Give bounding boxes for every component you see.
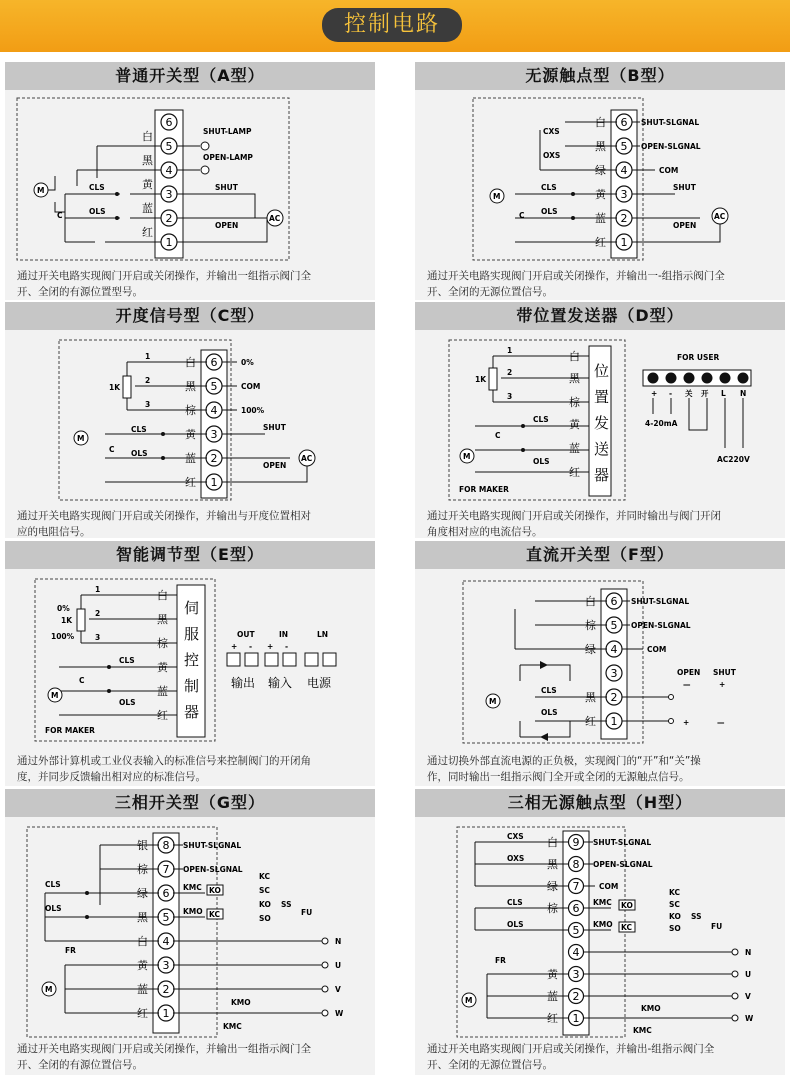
svg-text:CLS: CLS: [541, 183, 557, 192]
svg-text:IN: IN: [279, 630, 289, 639]
svg-text:KMO: KMO: [593, 920, 613, 929]
svg-text:1: 1: [507, 346, 513, 355]
panel-c: [5, 302, 375, 538]
svg-text:棕: 棕: [547, 902, 558, 915]
svg-text:+: +: [719, 680, 726, 689]
svg-text:KMC: KMC: [593, 898, 612, 907]
svg-text:LN: LN: [317, 630, 329, 639]
svg-text:蓝: 蓝: [157, 685, 168, 698]
svg-text:5: 5: [572, 924, 580, 937]
svg-text:红: 红: [569, 466, 580, 479]
svg-text:OXS: OXS: [507, 854, 525, 863]
svg-text:COM: COM: [599, 882, 619, 891]
svg-text:送: 送: [594, 440, 610, 458]
svg-text:1: 1: [572, 1012, 580, 1025]
svg-text:5: 5: [162, 911, 170, 924]
svg-text:U: U: [335, 961, 342, 970]
svg-text:2: 2: [507, 368, 513, 377]
svg-text:—: —: [717, 718, 725, 727]
panel-f-title: 直流开关型（F型）: [415, 541, 785, 569]
svg-text:6: 6: [162, 887, 170, 900]
svg-text:白: 白: [547, 836, 558, 849]
svg-text:OLS: OLS: [541, 708, 558, 717]
svg-text:C: C: [495, 431, 501, 440]
panel-d: [415, 302, 785, 538]
panel-g: [5, 789, 375, 1075]
svg-text:FOR USER: FOR USER: [677, 353, 720, 362]
svg-text:蓝: 蓝: [595, 212, 606, 225]
svg-text:黑: 黑: [185, 380, 196, 393]
panel-e: [5, 541, 375, 786]
svg-text:绿: 绿: [595, 164, 606, 177]
svg-text:置: 置: [594, 388, 610, 406]
panel-b-title: 无源触点型（B型）: [415, 62, 785, 90]
svg-text:2: 2: [572, 990, 580, 1003]
svg-text:8: 8: [162, 839, 170, 852]
svg-text:4: 4: [610, 643, 618, 656]
svg-text:OPEN-SLGNAL: OPEN-SLGNAL: [631, 621, 691, 630]
panel-c-diagram: [5, 330, 375, 505]
svg-text:CLS: CLS: [541, 686, 557, 695]
svg-text:红: 红: [157, 709, 168, 722]
svg-text:银: 银: [137, 839, 148, 852]
svg-text:2: 2: [610, 691, 618, 704]
panel-b-description: 通过开关电路实现阀门开启或关闭操作，并输出一-组指示阀门全 开、全闭的无源位置信号。: [427, 270, 725, 298]
svg-text:4: 4: [162, 935, 170, 948]
svg-text:KC: KC: [621, 923, 632, 932]
svg-text:黑: 黑: [137, 911, 148, 924]
panel-f-diagram: [415, 569, 785, 751]
svg-text:OLS: OLS: [541, 207, 558, 216]
svg-text:白: 白: [595, 116, 606, 129]
svg-text:COM: COM: [241, 382, 261, 391]
svg-text:2: 2: [95, 609, 101, 618]
panel-h-title: 三相无源触点型（H型）: [415, 789, 785, 817]
panel-e-title: 智能调节型（E型）: [5, 541, 375, 569]
svg-text:棕: 棕: [185, 404, 196, 417]
svg-text:白: 白: [569, 350, 580, 363]
svg-text:100%: 100%: [51, 632, 75, 641]
svg-text:U: U: [745, 970, 752, 979]
svg-text:SHUT: SHUT: [673, 183, 696, 192]
svg-text:CXS: CXS: [507, 832, 524, 841]
svg-text:N: N: [335, 937, 342, 946]
svg-text:电源: 电源: [307, 676, 332, 690]
svg-text:1: 1: [95, 585, 101, 594]
svg-text:AC: AC: [301, 454, 313, 463]
svg-text:SHUT-LAMP: SHUT-LAMP: [203, 127, 252, 136]
svg-text:红: 红: [137, 1007, 148, 1020]
svg-text:SC: SC: [259, 886, 270, 895]
svg-text:黄: 黄: [569, 418, 580, 431]
svg-text:6: 6: [620, 116, 628, 129]
svg-text:SS: SS: [691, 912, 702, 921]
svg-text:KO: KO: [209, 886, 221, 895]
svg-text:3: 3: [162, 959, 170, 972]
svg-text:+: +: [231, 642, 238, 651]
svg-text:2: 2: [620, 212, 628, 225]
svg-text:C: C: [79, 676, 85, 685]
svg-text:绿: 绿: [137, 887, 148, 900]
svg-text:FOR MAKER: FOR MAKER: [45, 726, 95, 735]
svg-text:1: 1: [610, 715, 618, 728]
svg-text:7: 7: [162, 863, 170, 876]
svg-text:+: +: [683, 718, 690, 727]
svg-text:M: M: [37, 186, 45, 195]
svg-text:KC: KC: [259, 872, 270, 881]
panel-g-description: 通过开关电路实现阀门开启或关闭操作，并输出一组指示阀门全 开、全闭的有源位置信号。: [17, 1043, 311, 1071]
svg-text:白: 白: [157, 589, 168, 602]
svg-text:棕: 棕: [157, 637, 168, 650]
svg-text:7: 7: [572, 880, 580, 893]
svg-text:FOR MAKER: FOR MAKER: [459, 485, 509, 494]
svg-text:W: W: [335, 1009, 344, 1018]
svg-text:OPEN-SLGNAL: OPEN-SLGNAL: [183, 865, 243, 874]
svg-text:SHUT: SHUT: [215, 183, 238, 192]
svg-text:OLS: OLS: [131, 449, 148, 458]
svg-text:输出: 输出: [231, 676, 256, 690]
svg-text:CLS: CLS: [507, 898, 523, 907]
svg-text:绿: 绿: [547, 880, 558, 893]
svg-text:-: -: [249, 642, 253, 651]
svg-text:SS: SS: [281, 900, 292, 909]
svg-text:KMC: KMC: [223, 1022, 242, 1031]
svg-text:红: 红: [547, 1012, 558, 1025]
svg-text:V: V: [745, 992, 751, 1001]
svg-text:棕: 棕: [585, 619, 596, 632]
panel-f: [415, 541, 785, 786]
svg-text:-: -: [285, 642, 289, 651]
svg-text:4: 4: [165, 164, 173, 177]
panel-h-diagram: [415, 817, 785, 1039]
svg-text:控: 控: [184, 651, 200, 669]
panel-c-description: 通过开关电路实现阀门开启或关闭操作，并输出与开度位置相对 应的电阻信号。: [17, 510, 311, 538]
svg-text:6: 6: [572, 902, 580, 915]
svg-text:2: 2: [145, 376, 151, 385]
svg-text:1K: 1K: [475, 375, 487, 384]
svg-text:4: 4: [572, 946, 580, 959]
svg-text:COM: COM: [647, 645, 667, 654]
svg-text:L: L: [721, 389, 726, 398]
svg-text:C: C: [57, 211, 63, 220]
svg-text:KMO: KMO: [231, 998, 251, 1007]
svg-text:—: —: [683, 680, 691, 689]
svg-text:黑: 黑: [157, 613, 168, 626]
svg-text:100%: 100%: [241, 406, 265, 415]
svg-text:9: 9: [572, 836, 580, 849]
svg-text:C: C: [109, 445, 115, 454]
svg-text:开: 开: [701, 389, 709, 398]
svg-text:SHUT-SLGNAL: SHUT-SLGNAL: [593, 838, 652, 847]
svg-text:器: 器: [594, 466, 610, 484]
svg-text:C: C: [519, 211, 525, 220]
svg-text:CLS: CLS: [119, 656, 135, 665]
svg-text:白: 白: [585, 595, 596, 608]
svg-text:V: V: [335, 985, 341, 994]
svg-text:OLS: OLS: [533, 457, 550, 466]
svg-text:+: +: [651, 389, 658, 398]
svg-text:4: 4: [210, 404, 218, 417]
svg-text:蓝: 蓝: [142, 202, 153, 215]
svg-text:OLS: OLS: [119, 698, 136, 707]
svg-text:2: 2: [165, 212, 173, 225]
svg-text:黑: 黑: [585, 691, 596, 704]
svg-text:白: 白: [137, 935, 148, 948]
panel-a-title: 普通开关型（A型）: [5, 62, 375, 90]
svg-text:-: -: [669, 389, 673, 398]
svg-text:M: M: [489, 697, 497, 706]
svg-text:KMC: KMC: [183, 883, 202, 892]
svg-text:FR: FR: [495, 956, 506, 965]
svg-text:CXS: CXS: [543, 127, 560, 136]
svg-text:黑: 黑: [569, 372, 580, 385]
svg-text:KC: KC: [209, 910, 220, 919]
svg-text:白: 白: [185, 356, 196, 369]
svg-text:1: 1: [620, 236, 628, 249]
panel-a: [5, 62, 375, 300]
panel-f-description: 通过切换外部直流电源的正负极，实现阀门的“开”和“关”操 作，同时输出一组指示阀门全开或全闭的无源触点信号。: [427, 755, 701, 783]
svg-text:1K: 1K: [61, 616, 73, 625]
svg-text:OPEN-LAMP: OPEN-LAMP: [203, 153, 253, 162]
svg-text:FU: FU: [301, 908, 313, 917]
svg-text:OPEN: OPEN: [263, 461, 287, 470]
svg-text:N: N: [745, 948, 752, 957]
svg-text:制: 制: [184, 677, 200, 695]
svg-text:5: 5: [210, 380, 218, 393]
svg-text:黄: 黄: [137, 959, 148, 972]
svg-text:1: 1: [162, 1007, 170, 1020]
svg-text:2: 2: [210, 452, 218, 465]
svg-text:1K: 1K: [109, 383, 121, 392]
svg-text:SHUT: SHUT: [263, 423, 286, 432]
svg-text:位: 位: [594, 362, 610, 380]
svg-text:黑: 黑: [595, 140, 606, 153]
panel-g-title: 三相开关型（G型）: [5, 789, 375, 817]
svg-text:红: 红: [585, 715, 596, 728]
svg-text:棕: 棕: [569, 396, 580, 409]
svg-text:关: 关: [685, 389, 693, 398]
svg-text:0%: 0%: [241, 358, 254, 367]
svg-text:蓝: 蓝: [569, 442, 580, 455]
svg-text:CLS: CLS: [45, 880, 61, 889]
svg-text:OPEN-SLGNAL: OPEN-SLGNAL: [641, 142, 701, 151]
svg-text:3: 3: [145, 400, 151, 409]
panel-d-description: 通过开关电路实现阀门开启或关闭操作，并同时输出与阀门开闭 角度相对应的电流信号。: [427, 510, 721, 538]
svg-text:OPEN: OPEN: [673, 221, 697, 230]
svg-text:KO: KO: [621, 901, 633, 910]
svg-text:黑: 黑: [142, 154, 153, 167]
panel-c-title: 开度信号型（C型）: [5, 302, 375, 330]
svg-text:OPEN-SLGNAL: OPEN-SLGNAL: [593, 860, 653, 869]
svg-text:M: M: [493, 192, 501, 201]
svg-text:KMC: KMC: [633, 1026, 652, 1035]
panel-b-diagram: [415, 90, 785, 265]
panel-h: [415, 789, 785, 1075]
svg-text:白: 白: [142, 130, 153, 143]
svg-text:3: 3: [572, 968, 580, 981]
panel-a-diagram: [5, 90, 375, 265]
svg-text:AC: AC: [269, 214, 281, 223]
svg-text:OPEN: OPEN: [215, 221, 239, 230]
svg-text:黄: 黄: [595, 188, 606, 201]
svg-text:M: M: [45, 985, 53, 994]
svg-text:3: 3: [210, 428, 218, 441]
svg-text:OLS: OLS: [45, 904, 62, 913]
svg-text:OXS: OXS: [543, 151, 561, 160]
panel-d-diagram: [415, 330, 785, 505]
svg-text:1: 1: [145, 352, 151, 361]
svg-text:6: 6: [610, 595, 618, 608]
svg-text:3: 3: [620, 188, 628, 201]
svg-text:CLS: CLS: [131, 425, 147, 434]
svg-text:蓝: 蓝: [137, 983, 148, 996]
svg-text:KO: KO: [669, 912, 681, 921]
svg-text:黄: 黄: [142, 178, 153, 191]
svg-text:黄: 黄: [185, 428, 196, 441]
svg-text:OPEN: OPEN: [677, 668, 701, 677]
svg-text:输入: 输入: [268, 676, 293, 690]
svg-text:SHUT: SHUT: [713, 668, 736, 677]
svg-text:红: 红: [185, 476, 196, 489]
svg-text:黄: 黄: [547, 968, 558, 981]
svg-text:W: W: [745, 1014, 754, 1023]
svg-text:4-20mA: 4-20mA: [645, 419, 678, 428]
panel-e-description: 通过外部计算机或工业仪表输入的标准信号来控制阀门的开闭角 度，并同步反馈输出相对应的标准信号。: [17, 755, 311, 783]
svg-text:SC: SC: [669, 900, 680, 909]
svg-text:COM: COM: [659, 166, 679, 175]
svg-text:3: 3: [165, 188, 173, 201]
svg-text:1: 1: [165, 236, 173, 249]
svg-text:蓝: 蓝: [185, 452, 196, 465]
svg-text:+: +: [267, 642, 274, 651]
svg-text:3: 3: [95, 633, 101, 642]
svg-text:FR: FR: [65, 946, 76, 955]
panel-b: [415, 62, 785, 300]
svg-text:SO: SO: [669, 924, 681, 933]
svg-text:AC: AC: [714, 212, 726, 221]
svg-text:OLS: OLS: [89, 207, 106, 216]
svg-text:器: 器: [184, 703, 200, 721]
svg-text:4: 4: [620, 164, 628, 177]
svg-text:SHUT-SLGNAL: SHUT-SLGNAL: [183, 841, 242, 850]
svg-text:黑: 黑: [547, 858, 558, 871]
svg-text:6: 6: [165, 116, 173, 129]
svg-text:SO: SO: [259, 914, 271, 923]
svg-text:OUT: OUT: [237, 630, 255, 639]
svg-text:5: 5: [165, 140, 173, 153]
svg-text:KC: KC: [669, 888, 680, 897]
svg-text:3: 3: [507, 392, 513, 401]
svg-text:M: M: [51, 691, 59, 700]
svg-text:M: M: [463, 452, 471, 461]
svg-text:KO: KO: [259, 900, 271, 909]
svg-text:5: 5: [610, 619, 618, 632]
svg-text:3: 3: [610, 667, 618, 680]
svg-text:CLS: CLS: [533, 415, 549, 424]
svg-text:2: 2: [162, 983, 170, 996]
svg-text:FU: FU: [711, 922, 723, 931]
panel-h-description: 通过开关电路实现阀门开启或关闭操作，并输出-组指示阀门全 开、全闭的无源位置信号。: [427, 1043, 715, 1071]
svg-text:蓝: 蓝: [547, 990, 558, 1003]
svg-text:N: N: [740, 389, 747, 398]
svg-text:SHUT-SLGNAL: SHUT-SLGNAL: [631, 597, 690, 606]
svg-text:OLS: OLS: [507, 920, 524, 929]
panel-a-description: 通过开关电路实现阀门开启或关闭操作，并输出一组指示阀门全 开、全闭的有源位置型号。: [17, 270, 311, 298]
svg-text:红: 红: [595, 236, 606, 249]
svg-text:发: 发: [594, 414, 610, 432]
svg-text:M: M: [465, 996, 473, 1005]
panel-g-diagram: [5, 817, 375, 1039]
svg-text:棕: 棕: [137, 863, 148, 876]
svg-text:CLS: CLS: [89, 183, 105, 192]
svg-text:服: 服: [184, 625, 200, 643]
svg-text:1: 1: [210, 476, 218, 489]
svg-text:0%: 0%: [57, 604, 70, 613]
svg-text:KMO: KMO: [183, 907, 203, 916]
svg-text:M: M: [77, 434, 85, 443]
svg-text:伺: 伺: [184, 599, 200, 617]
svg-text:SHUT-SLGNAL: SHUT-SLGNAL: [641, 118, 700, 127]
banner-title: 控制电路: [322, 8, 462, 42]
svg-text:AC220V: AC220V: [717, 455, 750, 464]
svg-text:KMO: KMO: [641, 1004, 661, 1013]
svg-text:黄: 黄: [157, 661, 168, 674]
svg-text:绿: 绿: [585, 643, 596, 656]
svg-text:5: 5: [620, 140, 628, 153]
svg-text:6: 6: [210, 356, 218, 369]
svg-text:红: 红: [142, 226, 153, 239]
svg-text:8: 8: [572, 858, 580, 871]
panel-d-title: 带位置发送器（D型）: [415, 302, 785, 330]
panel-e-diagram: [5, 569, 375, 751]
